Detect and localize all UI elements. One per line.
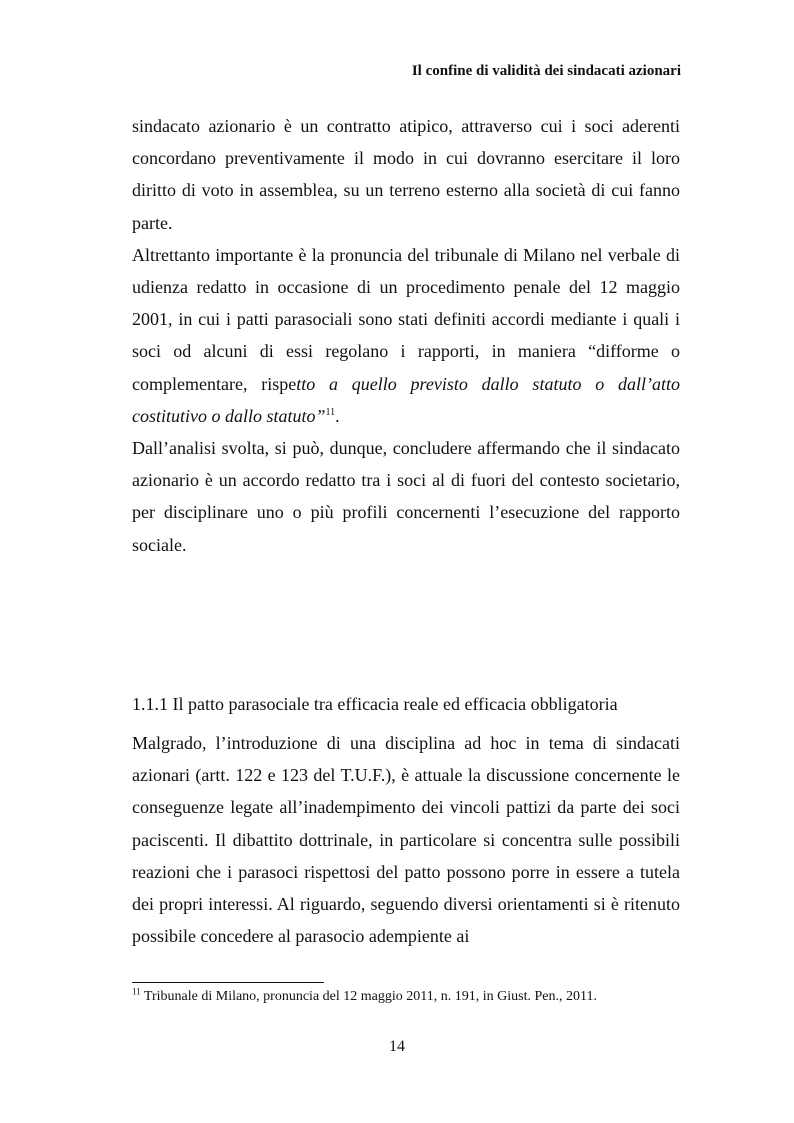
footnote	[132, 988, 692, 1006]
footnote-separator	[132, 982, 324, 983]
section-text	[132, 727, 680, 952]
italic-quote: tto a quello previsto dallo statuto o dall’atto costitutivo o dallo statuto”	[132, 373, 680, 426]
paragraph: Malgrado, l’introduzione di una disciplina ad hoc in tema di sindacati azionari (artt. 122 e 123 del T.U.F.), è attuale la discussione concernente le conseguenze legate all’inadempimento dei vincoli pattizi da parte dei soci paciscenti. Il dibattito dottrinale, in particolare si concentra sulle possibili reazioni che i parasoci rispettosi del patto possono porre in essere a tutela dei propri interessi. Al riguardo, seguendo diversi orientamenti si è ritenuto possibile concedere al parasocio adempiente ai	[132, 733, 680, 947]
page-number: 14	[389, 1038, 405, 1055]
paragraph: Dall’analisi svolta, si può, dunque, concludere affermando che il sindacato azionario è un accordo redatto tra i soci al di fuori del contesto societario, per disciplinare uno o più profili concernenti l’esecuzione del rapporto sociale.	[132, 438, 680, 555]
footnote-text: Tribunale di Milano, pronuncia del 12 maggio 2011, n. 191, in Giust. Pen., 2011.	[143, 989, 597, 1004]
footnote-number: 11	[132, 986, 141, 997]
section-heading: 1.1.1 Il patto parasociale tra efficacia reale ed efficacia obbligatoria	[132, 694, 618, 714]
running-header: Il confine di validità dei sindacati azionari	[411, 63, 681, 79]
paragraph-text: Altrettanto importante è la pronuncia del tribunale di Milano nel verbale di udienza redatto in occasione di un procedimento penale del 12 maggio 2001, in cui i patti parasociali sono stati definiti accordi mediante i quali i soci od alcuni di essi regolano i rapporti, in maniera “difforme o complementare, rispe	[132, 244, 680, 394]
paragraph: sindacato azionario è un contratto atipico, attraverso cui i soci aderenti concordano preventivamente il modo in cui dovranno esercitare il loro diritto di voto in assemblea, su un terreno esterno alla società di cui fanno parte.	[132, 116, 680, 233]
paragraph-end: .	[335, 405, 340, 426]
main-text	[132, 110, 680, 561]
footnote-reference[interactable]: 11	[325, 406, 336, 418]
paragraph-with-footnote	[132, 239, 680, 432]
